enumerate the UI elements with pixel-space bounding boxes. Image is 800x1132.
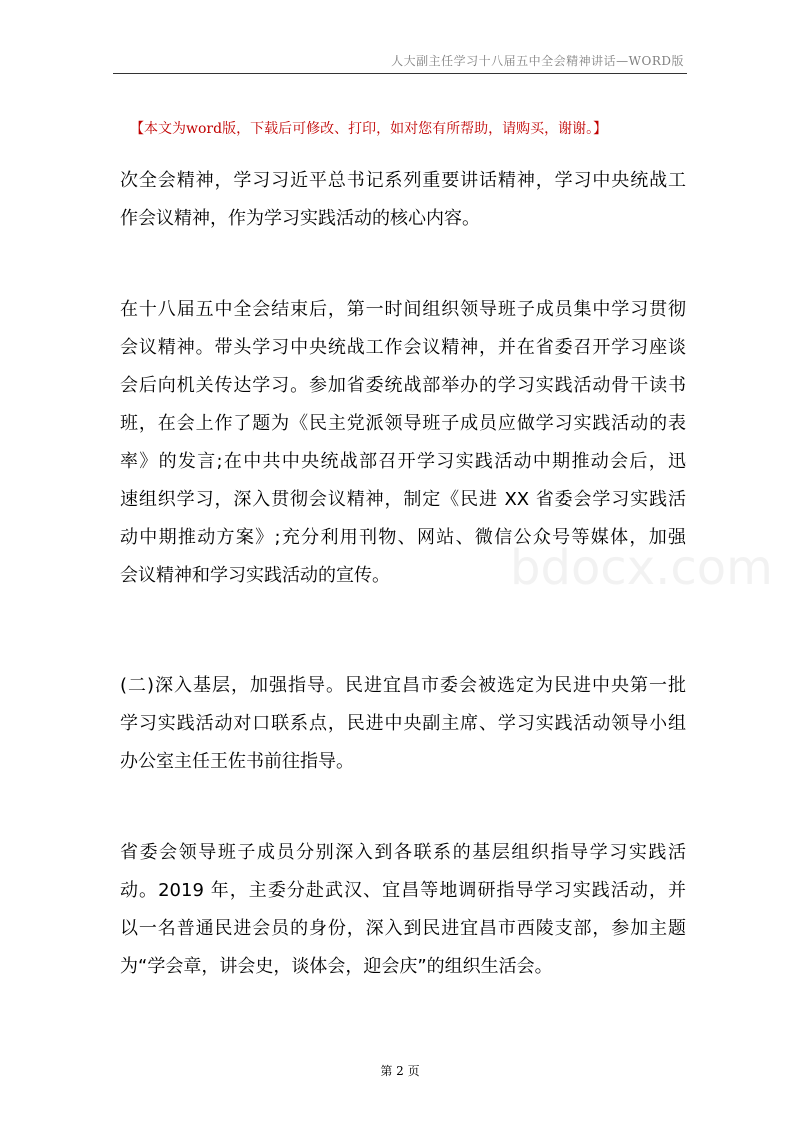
paragraph-line: 省委会领导班子成员分别深入到各联系的基层组织指导学习实践活 bbox=[120, 842, 686, 863]
paragraph-line: 在十八届五中全会结束后，第一时间组织领导班子成员集中学习贯彻 bbox=[120, 299, 686, 320]
paragraph-1 bbox=[120, 162, 686, 238]
paragraph-3 bbox=[120, 667, 686, 781]
header-title: 人大副主任学习十八届五中全会精神讲话—WORD版 bbox=[391, 54, 684, 68]
paragraph-line: 率》的发言;在中共中央统战部召开学习实践活动中期推动会后，迅 bbox=[120, 451, 686, 472]
header-divider bbox=[113, 73, 687, 74]
page-number: 第 2 页 bbox=[380, 1064, 420, 1078]
purchase-notice: 【本文为word版，下载后可修改、打印，如对您有所帮助，请购买，谢谢。】 bbox=[130, 121, 608, 137]
paragraph-line: 会议精神。带头学习中央统战工作会议精神，并在省委召开学习座谈 bbox=[120, 337, 686, 358]
paragraph-line: 会议精神和学习实践活动的宣传。 bbox=[120, 565, 390, 586]
paragraph-line: 会后向机关传达学习。参加省委统战部举办的学习实践活动骨干读书 bbox=[120, 375, 686, 396]
paragraph-line: 办公室主任王佐书前往指导。 bbox=[120, 751, 354, 772]
paragraph-line: 动中期推动方案》;充分利用刊物、网站、微信公众号等媒体，加强 bbox=[120, 527, 686, 548]
paragraph-line: 学习实践活动对口联系点，民进中央副主席、学习实践活动领导小组 bbox=[120, 713, 686, 734]
paragraph-line: 动。2019 年，主委分赴武汉、宜昌等地调研指导学习实践活动，并 bbox=[120, 880, 686, 901]
paragraph-line: 次全会精神，学习习近平总书记系列重要讲话精神，学习中央统战工 bbox=[120, 170, 686, 191]
paragraph-line: 速组织学习，深入贯彻会议精神，制定《民进 XX 省委会学习实践活 bbox=[120, 489, 686, 510]
paragraph-line: 作会议精神，作为学习实践活动的核心内容。 bbox=[120, 208, 480, 229]
paragraph-line: 为“学会章，讲会史，谈体会，迎会庆”的组织生活会。 bbox=[120, 956, 553, 977]
paragraph-2 bbox=[120, 291, 686, 595]
paragraph-line: (二)深入基层，加强指导。民进宜昌市委会被选定为民进中央第一批 bbox=[120, 675, 686, 696]
paragraph-line: 班，在会上作了题为《民主党派领导班子成员应做学习实践活动的表 bbox=[120, 413, 686, 434]
paragraph-line: 以一名普通民进会员的身份，深入到民进宜昌市西陵支部，参加主题 bbox=[120, 918, 686, 939]
paragraph-4 bbox=[120, 834, 686, 986]
watermark: bdocx.com bbox=[510, 540, 773, 596]
